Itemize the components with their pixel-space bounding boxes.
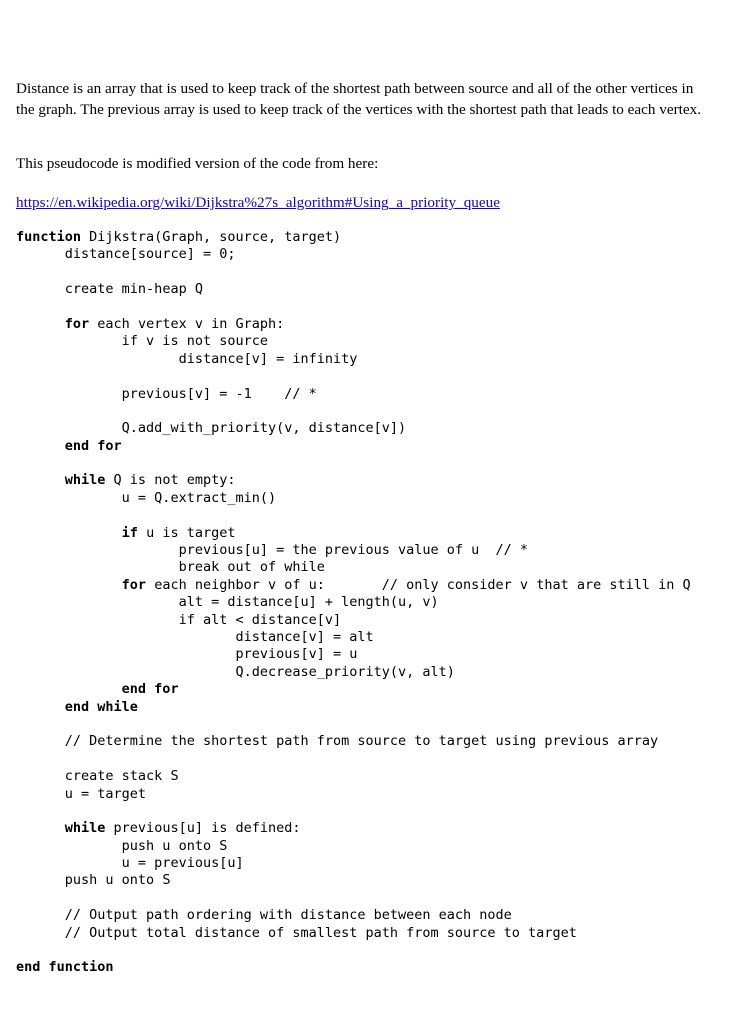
code-line: [16, 925, 691, 942]
code-line: [16, 386, 691, 403]
code-line: [16, 768, 691, 785]
code-keyword: end for: [64, 437, 122, 454]
code-text: if v is not source: [121, 333, 268, 350]
code-line: [16, 490, 691, 507]
code-text: distance[v] = infinity: [178, 350, 358, 367]
code-keyword: while: [64, 820, 106, 837]
code-text: Dijkstra(Graph, source, target): [81, 229, 342, 245]
code-line: [16, 820, 691, 837]
code-text: Q is not empty:: [105, 472, 236, 489]
code-line: [16, 472, 691, 489]
code-line: [16, 959, 691, 976]
code-line: [16, 246, 691, 263]
code-text: u = previous[u]: [121, 855, 244, 872]
code-line: [16, 681, 691, 698]
code-line: [16, 872, 691, 889]
code-line: [16, 646, 691, 663]
code-keyword: end while: [64, 698, 138, 715]
code-text: create stack S: [64, 768, 179, 785]
code-text: if alt < distance[v]: [178, 611, 342, 628]
intro-paragraph: Distance is an array that is used to keep track of the shortest path between source and all of the other vertices in the graph. The previous array is used to keep track of the vertices with the shortest path that leads to each vertex.: [16, 80, 702, 118]
code-line: [16, 299, 691, 316]
code-text: break out of while: [178, 559, 325, 576]
code-line: [16, 559, 691, 576]
pseudocode-block: [16, 229, 691, 977]
code-keyword: function: [16, 229, 82, 245]
code-text: each neighbor v of u: // only consider v that are still in Q: [146, 576, 691, 593]
code-text: each vertex v in Graph:: [89, 315, 285, 332]
code-text: // Output total distance of smallest path from source to target: [64, 924, 577, 941]
code-text: push u onto S: [121, 837, 228, 854]
code-line: [16, 855, 691, 872]
code-text: u is target: [137, 524, 236, 541]
code-text: distance[source] = 0;: [64, 246, 236, 263]
code-text: push u onto S: [64, 872, 171, 889]
code-text: alt = distance[u] + length(u, v): [178, 594, 439, 611]
code-line: [16, 664, 691, 681]
code-text: previous[u] = the previous value of u // *: [178, 542, 529, 559]
code-keyword: end for: [121, 681, 179, 698]
code-text: previous[v] = u: [235, 646, 358, 663]
code-text: // Determine the shortest path from source to target using previous array: [64, 733, 659, 750]
code-line: [16, 264, 691, 281]
code-text: previous[u] is defined:: [105, 820, 301, 837]
code-keyword: end function: [16, 959, 114, 976]
code-line: [16, 333, 691, 350]
code-line: [16, 942, 691, 959]
code-text: // Output path ordering with distance between each node: [64, 907, 512, 924]
code-line: [16, 907, 691, 924]
code-text: Q.decrease_priority(v, alt): [235, 663, 455, 680]
code-line: [16, 577, 691, 594]
code-line: [16, 751, 691, 768]
code-line: [16, 403, 691, 420]
code-line: [16, 699, 691, 716]
code-line: [16, 803, 691, 820]
code-line: [16, 507, 691, 524]
code-keyword: while: [64, 472, 106, 489]
code-text: distance[v] = alt: [235, 628, 374, 645]
code-line: [16, 786, 691, 803]
code-line: [16, 890, 691, 907]
code-line: [16, 351, 691, 368]
code-line: [16, 455, 691, 472]
code-line: [16, 420, 691, 437]
code-line: [16, 542, 691, 559]
code-line: [16, 525, 691, 542]
code-line: [16, 229, 691, 246]
code-text: Q.add_with_priority(v, distance[v]): [121, 420, 407, 437]
code-line: [16, 594, 691, 611]
code-text: u = target: [64, 785, 147, 802]
code-line: [16, 838, 691, 855]
source-note-paragraph: This pseudocode is modified version of the code from here:: [16, 155, 379, 172]
code-line: [16, 612, 691, 629]
code-text: u = Q.extract_min(): [121, 489, 277, 506]
code-text: create min-heap Q: [64, 281, 203, 298]
code-keyword: for: [64, 315, 90, 332]
code-line: [16, 629, 691, 646]
code-keyword: for: [121, 576, 147, 593]
code-line: [16, 316, 691, 333]
code-line: [16, 733, 691, 750]
code-line: [16, 716, 691, 733]
code-text: previous[v] = -1 // *: [121, 385, 317, 402]
code-line: [16, 368, 691, 385]
code-keyword: if: [121, 524, 138, 541]
code-line: [16, 438, 691, 455]
wikipedia-link[interactable]: https://en.wikipedia.org/wiki/Dijkstra%27s_algorithm#Using_a_priority_queue: [16, 194, 500, 211]
code-line: [16, 281, 691, 298]
